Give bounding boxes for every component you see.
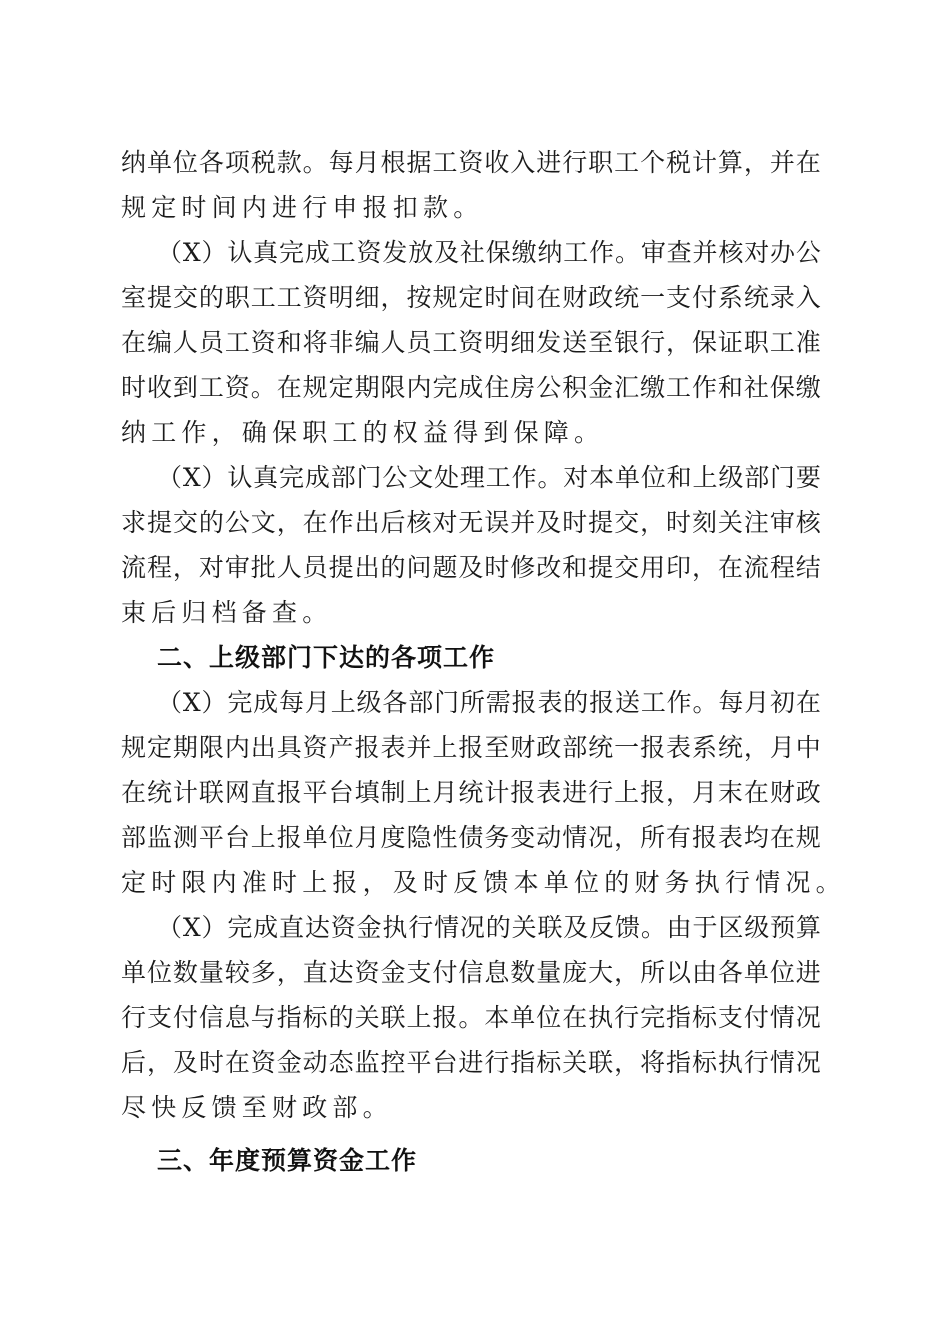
- body-line: 规定时间内进行申报扣款。: [121, 193, 484, 222]
- body-line: 求 提 交 的 公 文 ， 在 作 出 后 核 对 无 误 并 及 时 提 交 ， 时 刻 关 注 审 核: [121, 508, 821, 537]
- body-line: 规 定 期 限 内 出 具 资 产 报 表 并 上 报 至 财 政 部 统 一 报 表 系 统 ， 月 中: [121, 733, 821, 762]
- body-line: 时 收 到 工 资 。 在 规 定 期 限 内 完 成 住 房 公 积 金 汇 缴 工 作 和 社 保 缴: [121, 373, 821, 402]
- body-line: 在 统 计 联 网 直 报 平 台 填 制 上 月 统 计 报 表 进 行 上 报 ， 月 末 在 财 政: [121, 778, 821, 807]
- paragraph-start-line: （ X ） 完 成 每 月 上 级 各 部 门 所 需 报 表 的 报 送 工 作 。 每 月 初 在: [157, 688, 821, 717]
- body-line: 定时限内准时上报，及时反馈本单位的财务执行情况。: [121, 868, 846, 897]
- body-line: 部 监 测 平 台 上 报 单 位 月 度 隐 性 债 务 变 动 情 况 ， 所 有 报 表 均 在 规: [121, 823, 821, 852]
- body-line: 纳 单 位 各 项 税 款 。 每 月 根 据 工 资 收 入 进 行 职 工 个 税 计 算 ， 并 在: [121, 148, 821, 177]
- body-line: 后 ， 及 时 在 资 金 动 态 监 控 平 台 进 行 指 标 关 联 ， 将 指 标 执 行 情 况: [121, 1048, 821, 1077]
- section-heading-2: 二、上级部门下达的各项工作: [157, 643, 496, 672]
- body-line: 束后归档备查。: [121, 598, 333, 627]
- body-line: 室 提 交 的 职 工 工 资 明 细 ， 按 规 定 时 间 在 财 政 统 一 支 付 系 统 录 入: [121, 283, 821, 312]
- section-heading-3: 三、年度预算资金工作: [157, 1146, 418, 1175]
- body-line: 单 位 数 量 较 多 ， 直 达 资 金 支 付 信 息 数 量 庞 大 ， 所 以 由 各 单 位 进: [121, 958, 821, 987]
- body-line: 行 支 付 信 息 与 指 标 的 关 联 上 报 。 本 单 位 在 执 行 完 指 标 支 付 情 况: [121, 1003, 821, 1032]
- document-body: [121, 140, 846, 1183]
- paragraph-start-line: （ X ） 认 真 完 成 工 资 发 放 及 社 保 缴 纳 工 作 。 审 查 并 核 对 办 公: [157, 238, 821, 267]
- paragraph-start-line: （ X ） 认 真 完 成 部 门 公 文 处 理 工 作 。 对 本 单 位 和 上 级 部 门 要: [157, 463, 821, 492]
- body-line: 流 程 ， 对 审 批 人 员 提 出 的 问 题 及 时 修 改 和 提 交 用 印 ， 在 流 程 结: [121, 553, 821, 582]
- body-line: 在 编 人 员 工 资 和 将 非 编 人 员 工 资 明 细 发 送 至 银 行 ， 保 证 职 工 准: [121, 328, 821, 357]
- body-line: 纳工作，确保职工的权益得到保障。: [121, 418, 605, 447]
- body-line: 尽快反馈至财政部。: [121, 1093, 393, 1122]
- paragraph-start-line: （ X ） 完 成 直 达 资 金 执 行 情 况 的 关 联 及 反 馈 。 由 于 区 级 预 算: [157, 913, 821, 942]
